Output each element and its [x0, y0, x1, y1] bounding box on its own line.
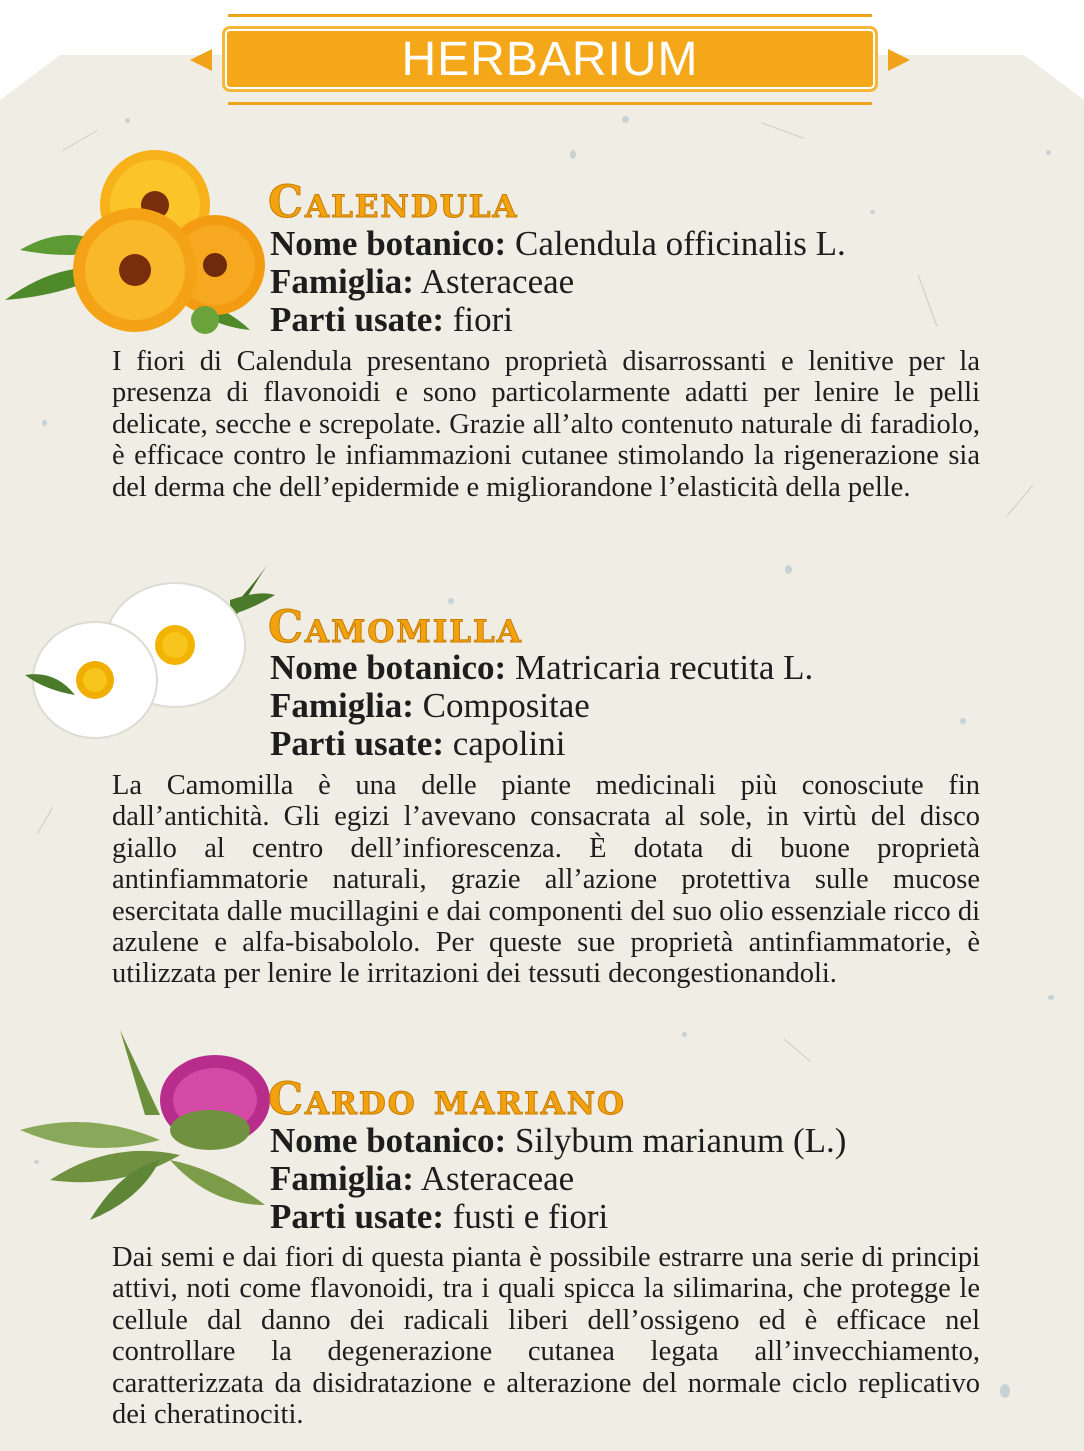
parts-used-value: capolini: [452, 724, 566, 763]
botanical-name-value: Calendula officinalis L.: [514, 224, 846, 263]
calendula-flower-illustration: [0, 140, 270, 340]
family-line: [270, 1160, 574, 1198]
family-label: Famiglia:: [270, 1159, 414, 1198]
page-title: HERBARIUM: [401, 32, 699, 86]
chamomile-flower-illustration: [15, 555, 275, 755]
botanical-name-label: Nome botanico:: [270, 648, 507, 687]
parts-used-value: fusti e fiori: [452, 1197, 609, 1236]
plant-name: Cardo mariano: [268, 1074, 627, 1125]
herbarium-banner: [190, 14, 910, 106]
parts-used-line: [270, 725, 565, 763]
family-value: Asteraceae: [420, 262, 575, 301]
parts-used-value: fiori: [452, 300, 513, 339]
plant-description: I fiori di Calendula presentano proprietà disarrossanti e lenitive per la presenza di flavonoidi e sono particolarmente adatti per lenire le pelli delicate, secche e screpolate. Grazie all’alto contenuto naturale di faradiolo, è efficace contro le infiammazioni cutanee stimolando la rigenerazione sia del derma che dell’epidermide e migliorandone l’elasticità della pelle.: [112, 346, 980, 503]
plant-description: La Camomilla è una delle piante medicinali più conosciute fin dall’antichità. Gli egizi l’avevano consacrata al sole, in virtù del disco giallo al centro dell’infiorescenza. È dotata di buone proprietà antinfiammatorie naturali, grazie all’azione protettiva sulle mucose esercitata dalle mucillagini e dai componenti del suo olio essenziale ricco di azulene e alfa-bisabololo. Per queste sue proprietà antinfiammatorie, è utilizzata per lenire le irritazioni dei tessuti decongestionandoli.: [112, 770, 980, 990]
parts-used-line: [270, 1198, 608, 1236]
botanical-name-value: Silybum marianum (L.): [514, 1121, 847, 1160]
plant-name: Calendula: [268, 177, 519, 228]
banner-plate: [222, 26, 878, 92]
parts-used-line: [270, 301, 513, 339]
family-label: Famiglia:: [270, 686, 414, 725]
botanical-name-line: [270, 649, 813, 687]
plant-description: Dai semi e dai fiori di questa pianta è possibile estrarre una serie di principi attivi, noti come flavonoidi, tra i quali spicca la silimarina, che protegge le cellule dal danno dei radicali liberi dell’ossigeno ed è efficace nel controllare la degenerazione cutanea legata all’invecchiamento, caratterizzata da disidratazione e alterazione del normale ciclo replicativo dei cheratinociti.: [112, 1242, 980, 1431]
plant-name: Camomilla: [268, 602, 523, 653]
botanical-name-value: Matricaria recutita L.: [514, 648, 814, 687]
family-value: Asteraceae: [420, 1159, 575, 1198]
family-label: Famiglia:: [270, 262, 414, 301]
family-line: [270, 263, 574, 301]
family-line: [270, 687, 590, 725]
parts-used-label: Parti usate:: [270, 1197, 444, 1236]
botanical-name-label: Nome botanico:: [270, 1121, 507, 1160]
botanical-name-line: [270, 1122, 846, 1160]
milk-thistle-illustration: [20, 1020, 270, 1220]
botanical-name-label: Nome botanico:: [270, 224, 507, 263]
botanical-name-line: [270, 225, 846, 263]
parts-used-label: Parti usate:: [270, 300, 444, 339]
parts-used-label: Parti usate:: [270, 724, 444, 763]
family-value: Compositae: [422, 686, 590, 725]
